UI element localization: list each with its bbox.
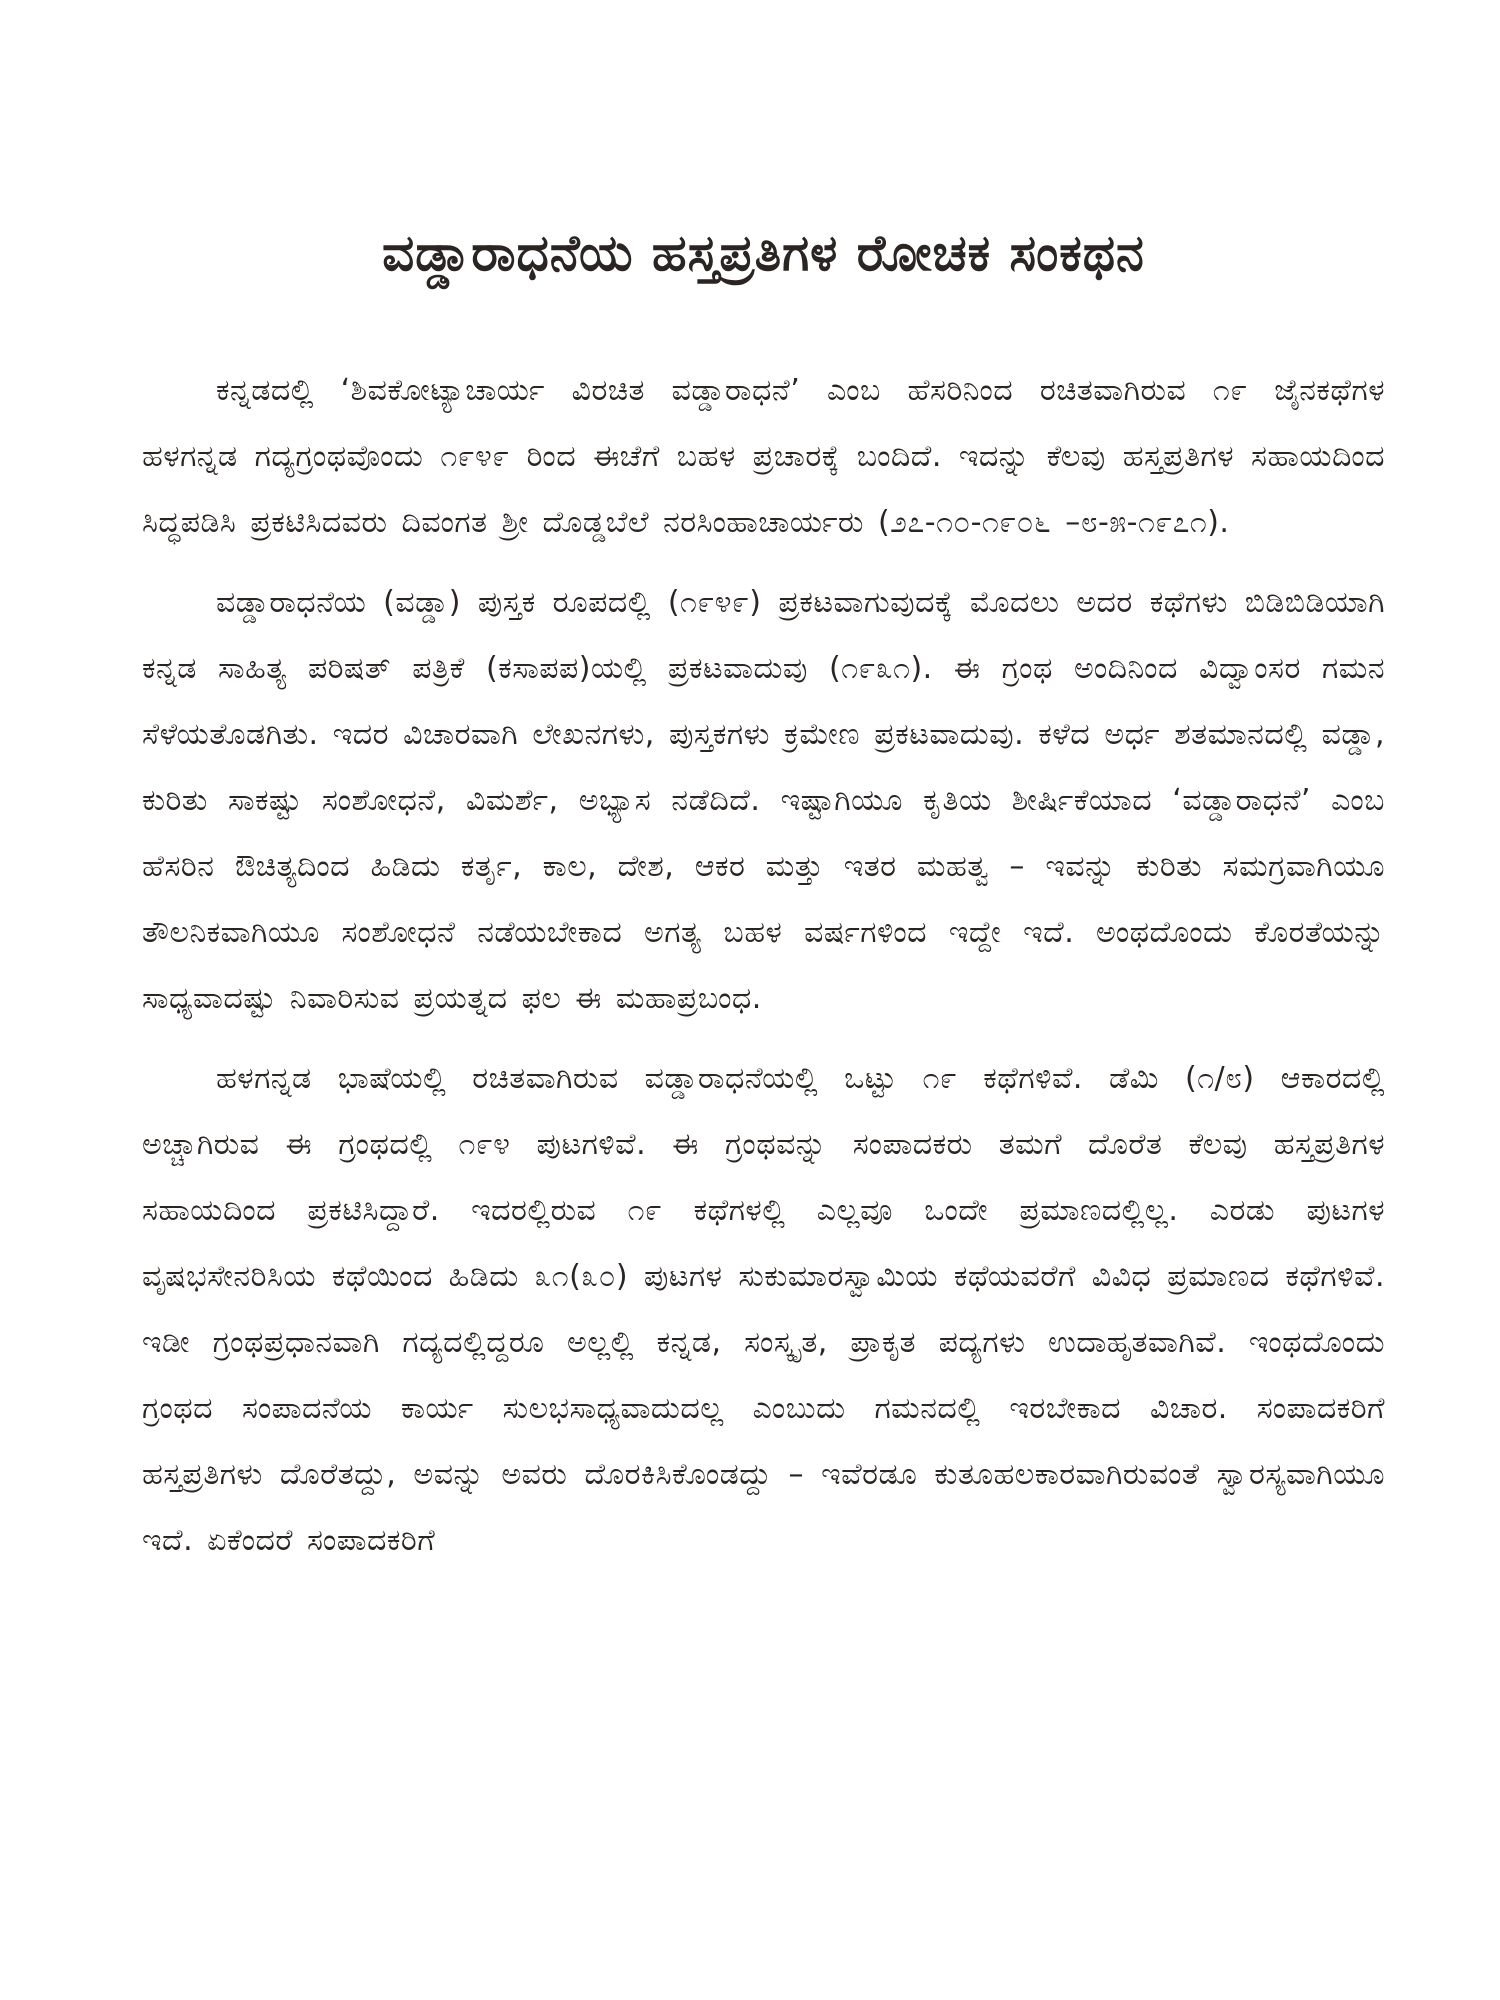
paragraph-2: ವಡ್ಡಾರಾಧನೆಯ (ವಡ್ಡಾ) ಪುಸ್ತಕ ರೂಪದಲ್ಲಿ (೧೯೪೯) ಪ್ರಕಟವಾಗುವುದಕ್ಕೆ ಮೊದಲು ಅದರ ಕಥೆಗಳು ಬಿಡಿಬಿಡಿಯಾಗಿ ಕನ್ನಡ ಸಾಹಿತ್ಯ ಪರಿಷತ್ ಪತ್ರಿಕೆ (ಕಸಾಪಪ)ಯಲ್ಲಿ ಪ್ರಕಟವಾದುವು (೧೯೩೧). ಈ ಗ್ರಂಥ ಅಂದಿನಿಂದ ವಿದ್ವಾಂಸರ ಗಮನ ಸೆಳೆಯತೊಡಗಿತು. ಇದರ ವಿಚಾರವಾಗಿ ಲೇಖನಗಳು, ಪುಸ್ತಕಗಳು ಕ್ರಮೇಣ ಪ್ರಕಟವಾದುವು. ಕಳೆದ ಅರ್ಧ ಶತಮಾನದಲ್ಲಿ ವಡ್ಡಾ, ಕುರಿತು ಸಾಕಷ್ಟು ಸಂಶೋಧನೆ, ವಿಮರ್ಶೆ, ಅಭ್ಯಾಸ ನಡೆದಿದೆ. ಇಷ್ಟಾಗಿಯೂ ಕೃತಿಯ ಶೀರ್ಷಿಕೆಯಾದ ‘ವಡ್ಡಾರಾಧನೆ’ ಎಂಬ ಹೆಸರಿನ ಔಚಿತ್ಯದಿಂದ ಹಿಡಿದು ಕರ್ತೃ, ಕಾಲ, ದೇಶ, ಆಕರ ಮತ್ತು ಇತರ ಮಹತ್ವ – ಇವನ್ನು ಕುರಿತು ಸಮಗ್ರವಾಗಿಯೂ ತೌಲನಿಕವಾಗಿಯೂ ಸಂಶೋಧನೆ ನಡೆಯಬೇಕಾದ ಅಗತ್ಯ ಬಹಳ ವರ್ಷಗಳಿಂದ ಇದ್ದೇ ಇದೆ. ಅಂಥದೊಂದು ಕೊರತೆಯನ್ನು ಸಾಧ್ಯವಾದಷ್ಟು ನಿವಾರಿಸುವ ಪ್ರಯತ್ನದ ಫಲ ಈ ಮಹಾಪ್ರಬಂಧ.: [142, 585, 1385, 1016]
page-title: ವಡ್ಡಾರಾಧನೆಯ ಹಸ್ತಪ್ರತಿಗಳ ರೋಚಕ ಸಂಕಥನ: [382, 224, 1145, 282]
document-body: [142, 358, 1385, 1574]
paragraph-3: ಹಳಗನ್ನಡ ಭಾಷೆಯಲ್ಲಿ ರಚಿತವಾಗಿರುವ ವಡ್ಡಾರಾಧನೆಯಲ್ಲಿ ಒಟ್ಟು ೧೯ ಕಥೆಗಳಿವೆ. ಡೆಮಿ (೧/೮) ಆಕಾರದಲ್ಲಿ ಅಚ್ಚಾಗಿರುವ ಈ ಗ್ರಂಥದಲ್ಲಿ ೧೯೪ ಪುಟಗಳಿವೆ. ಈ ಗ್ರಂಥವನ್ನು ಸಂಪಾದಕರು ತಮಗೆ ದೊರೆತ ಕೆಲವು ಹಸ್ತಪ್ರತಿಗಳ ಸಹಾಯದಿಂದ ಪ್ರಕಟಿಸಿದ್ದಾರೆ. ಇದರಲ್ಲಿರುವ ೧೯ ಕಥೆಗಳಲ್ಲಿ ಎಲ್ಲವೂ ಒಂದೇ ಪ್ರಮಾಣದಲ್ಲಿಲ್ಲ. ಎರಡು ಪುಟಗಳ ವೃಷಭಸೇನರಿಸಿಯ ಕಥೆಯಿಂದ ಹಿಡಿದು ೩೧(೩೦) ಪುಟಗಳ ಸುಕುಮಾರಸ್ವಾಮಿಯ ಕಥೆಯವರೆಗೆ ವಿವಿಧ ಪ್ರಮಾಣದ ಕಥೆಗಳಿವೆ. ಇಡೀ ಗ್ರಂಥಪ್ರಧಾನವಾಗಿ ಗದ್ಯದಲ್ಲಿದ್ದರೂ ಅಲ್ಲಲ್ಲಿ ಕನ್ನಡ, ಸಂಸ್ಕೃತ, ಪ್ರಾಕೃತ ಪದ್ಯಗಳು ಉದಾಹೃತವಾಗಿವೆ. ಇಂಥದೊಂದು ಗ್ರಂಥದ ಸಂಪಾದನೆಯ ಕಾರ್ಯ ಸುಲಭಸಾಧ್ಯವಾದುದಲ್ಲ ಎಂಬುದು ಗಮನದಲ್ಲಿ ಇರಬೇಕಾದ ವಿಚಾರ. ಸಂಪಾದಕರಿಗೆ ಹಸ್ತಪ್ರತಿಗಳು ದೊರೆತದ್ದು, ಅವನ್ನು ಅವರು ದೊರಕಿಸಿಕೊಂಡದ್ದು – ಇವೆರಡೂ ಕುತೂಹಲಕಾರವಾಗಿರುವಂತೆ ಸ್ವಾರಸ್ಯವಾಗಿಯೂ ಇದೆ. ಏಕೆಂದರೆ ಸಂಪಾದಕರಿಗೆ: [142, 1061, 1385, 1558]
paragraph-1: ಕನ್ನಡದಲ್ಲಿ ‘ಶಿವಕೋಟ್ಯಾಚಾರ್ಯ ವಿರಚಿತ ವಡ್ಡಾರಾಧನೆ’ ಎಂಬ ಹೆಸರಿನಿಂದ ರಚಿತವಾಗಿರುವ ೧೯ ಜೈನಕಥೆಗಳ ಹಳಗನ್ನಡ ಗದ್ಯಗ್ರಂಥವೊಂದು ೧೯೪೯ ರಿಂದ ಈಚೆಗೆ ಬಹಳ ಪ್ರಚಾರಕ್ಕೆ ಬಂದಿದೆ. ಇದನ್ನು ಕೆಲವು ಹಸ್ತಪ್ರತಿಗಳ ಸಹಾಯದಿಂದ ಸಿದ್ಧಪಡಿಸಿ ಪ್ರಕಟಿಸಿದವರು ದಿವಂಗತ ಶ್ರೀ ದೊಡ್ಡಬೆಲೆ ನರಸಿಂಹಾಚಾರ್ಯರು (೨೭-೧೦-೧೯೦೬ –೮-೫-೧೯೭೧).: [142, 373, 1385, 540]
